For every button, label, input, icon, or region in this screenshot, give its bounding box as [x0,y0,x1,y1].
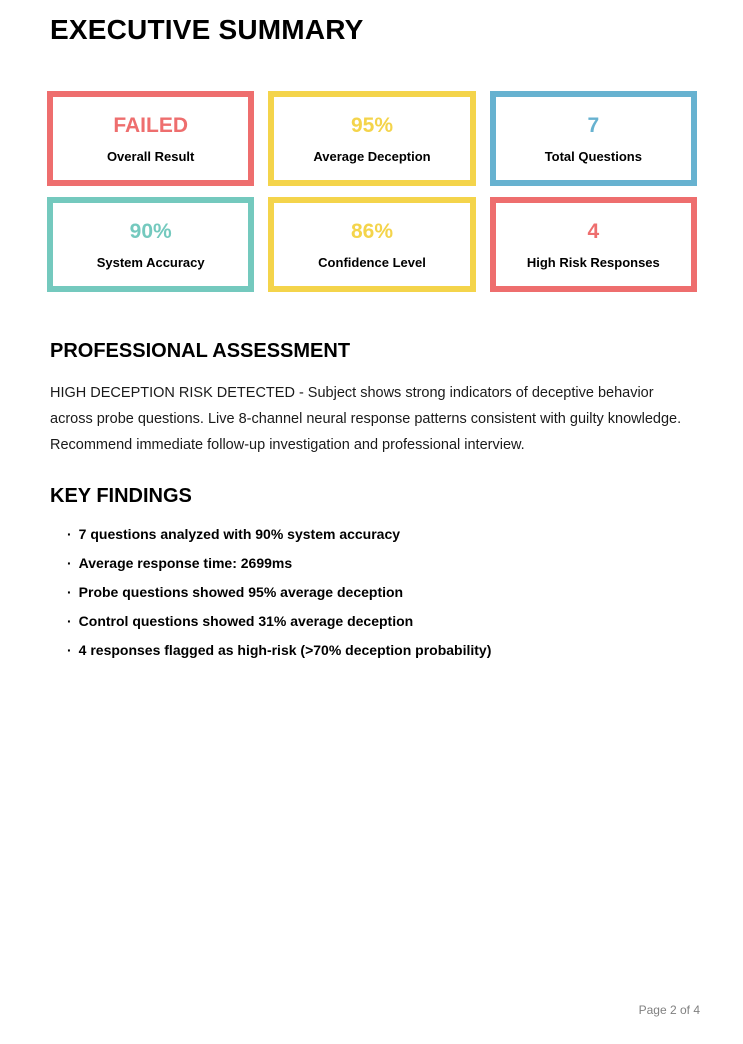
bullet-icon: · [67,555,72,571]
stat-value: 90% [129,219,172,243]
finding-item [67,613,697,629]
finding-item [67,526,697,542]
stat-label: Overall Result [106,148,195,164]
bullet-icon: · [67,613,72,629]
stat-value: 7 [587,113,600,137]
assessment-body: HIGH DECEPTION RISK DETECTED - Subject shows strong indicators of deceptive behavior across probe questions. Live 8-channel neural response patterns consistent with guilty knowledge. Recommend immediate follow-up investigation and professional interview. [50,385,682,453]
assessment-heading: PROFESSIONAL ASSESSMENT [50,340,351,362]
stat-card-confidence-level [268,197,475,292]
findings-list [67,526,697,658]
stat-card-average-deception [268,91,475,186]
finding-text: 4 responses flagged as high-risk (>70% deception probability) [78,642,492,658]
stat-card-total-questions [490,91,697,186]
stat-value: 4 [587,219,600,243]
stat-label: Confidence Level [318,254,426,270]
finding-item [67,584,697,600]
page-number: Page 2 of 4 [638,1003,700,1017]
stat-label: System Accuracy [96,254,205,270]
findings-heading: KEY FINDINGS [50,485,192,507]
stat-card-system-accuracy [47,197,254,292]
stat-label: Total Questions [544,148,642,164]
bullet-icon: · [67,526,72,542]
stat-value: FAILED [113,113,188,137]
finding-text: Control questions showed 31% average deception [78,613,414,629]
finding-text: 7 questions analyzed with 90% system accuracy [78,526,401,542]
stat-card-high-risk-responses [490,197,697,292]
bullet-icon: · [67,584,72,600]
stat-value: 95% [350,113,393,137]
finding-text: Average response time: 2699ms [78,555,293,571]
page-title: EXECUTIVE SUMMARY [50,14,364,45]
finding-item [67,555,697,571]
stat-card-overall-result [47,91,254,186]
finding-text: Probe questions showed 95% average deception [78,584,404,600]
finding-item [67,642,697,658]
stat-label: High Risk Responses [526,254,660,270]
stats-grid [47,91,697,292]
stat-value: 86% [350,219,393,243]
bullet-icon: · [67,642,72,658]
stat-label: Average Deception [313,148,431,164]
